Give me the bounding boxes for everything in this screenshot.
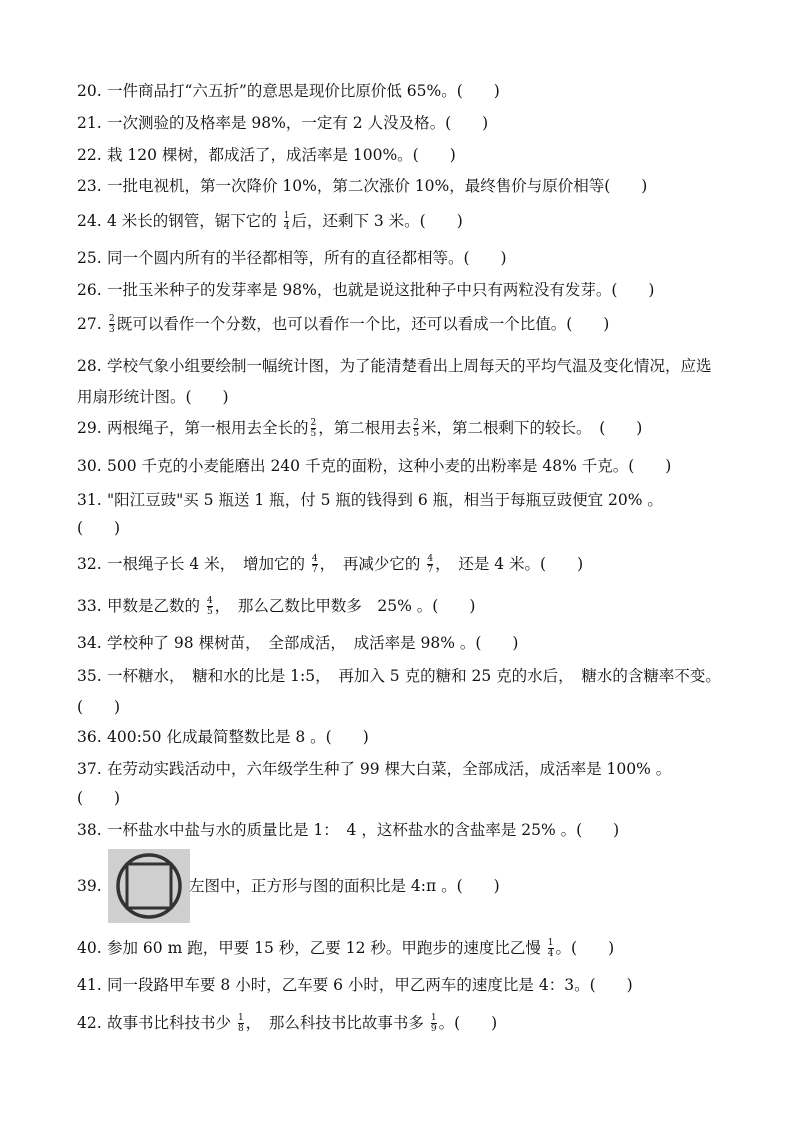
question-27 <box>77 314 724 335</box>
question-21 <box>77 113 724 133</box>
question-text-b: 。( ) <box>555 939 615 957</box>
question-text: 栽 120 棵树，都成活了，成活率是 100%。( ) <box>107 146 456 164</box>
question-number: 36. <box>77 728 102 746</box>
question-32 <box>77 554 724 575</box>
fraction-denominator: 7 <box>311 565 318 575</box>
question-number: 40. <box>77 939 102 957</box>
fraction-numerator: 1 <box>547 938 554 948</box>
question-31-continuation <box>77 518 724 538</box>
question-36 <box>77 727 724 747</box>
question-text-a: 参加 60 m 跑，甲要 15 秒，乙要 12 秒。甲跑步的速度比乙慢 <box>107 939 546 957</box>
question-35 <box>77 661 724 723</box>
question-37 <box>77 759 724 779</box>
question-text-a: 甲数是乙数的 <box>107 597 205 615</box>
fraction-numerator: 1 <box>237 1013 244 1023</box>
fraction-denominator: 5 <box>310 429 317 439</box>
fraction-numerator: 4 <box>311 554 318 564</box>
question-number: 27. <box>77 315 102 333</box>
question-number: 23. <box>77 177 102 195</box>
question-text: 一批玉米种子的发芽率是 98%，也就是说这批种子中只有两粒没有发芽。( ) <box>107 281 655 299</box>
fraction-numerator: 2 <box>310 418 317 428</box>
question-text-b: ，第二根用去 <box>318 419 412 437</box>
answer-bracket: ( ) <box>77 519 121 537</box>
question-number: 30. <box>77 457 102 475</box>
question-text: 学校气象小组要绘制一幅统计图，为了能清楚看出上周每天的平均气温及变化情况，应选用扇形统计图。( ) <box>77 357 712 406</box>
question-42 <box>77 1013 724 1034</box>
fraction-denominator: 3 <box>109 325 115 335</box>
question-text-c: ， 还是 4 米。( ) <box>435 555 584 573</box>
question-text-b: ， 再减少它的 <box>319 555 426 573</box>
question-number: 26. <box>77 281 102 299</box>
question-34 <box>77 633 724 653</box>
question-text: 一批电视机，第一次降价 10%，第二次涨价 10%，最终售价与原价相等( ) <box>107 177 648 195</box>
question-text-b: ， 那么乙数比甲数多 25% 。( ) <box>214 597 476 615</box>
question-29 <box>77 418 724 439</box>
question-text: 一件商品打“六五折”的意思是现价比原价低 65%。( ) <box>107 82 500 100</box>
fraction-numerator: 1 <box>430 1013 437 1023</box>
question-text: 学校种了 98 棵树苗， 全部成活， 成活率是 98% 。( ) <box>107 634 519 652</box>
question-text-a: 4 米长的钢管，锯下它的 <box>107 212 282 230</box>
question-24 <box>77 211 724 232</box>
fraction-denominator: 4 <box>547 949 554 959</box>
fraction <box>311 419 317 439</box>
question-number: 33. <box>77 597 102 615</box>
question-text-line1: "阳江豆豉"买 5 瓶送 1 瓶，付 5 瓶的钱得到 6 瓶，相当于每瓶豆豉便宜 20% 。 <box>107 491 663 509</box>
fraction <box>109 315 115 335</box>
question-text-c: 米，第二根剩下的较长。 ( ) <box>421 419 643 437</box>
question-number: 31. <box>77 491 102 509</box>
fraction-numerator: 4 <box>427 554 434 564</box>
question-39 <box>77 876 724 896</box>
question-41 <box>77 975 724 995</box>
fraction <box>548 939 554 959</box>
question-20 <box>77 81 724 101</box>
question-number: 29. <box>77 419 102 437</box>
question-22 <box>77 145 724 165</box>
question-text-a: 两根绳子，第一根用去全长的 <box>107 419 309 437</box>
fraction <box>238 1014 244 1034</box>
fraction <box>431 1014 437 1034</box>
question-number: 22. <box>77 146 102 164</box>
fraction-denominator: 9 <box>430 1024 437 1034</box>
question-text: 同一个圆内所有的半径都相等，所有的直径都相等。( ) <box>107 249 507 267</box>
fraction <box>427 555 433 575</box>
question-31 <box>77 490 724 510</box>
fraction-numerator: 2 <box>413 418 419 428</box>
question-text-b: 既可以看作一个分数，也可以看作一个比，还可以看成一个比值。( ) <box>116 315 610 333</box>
fraction <box>284 212 290 232</box>
fraction <box>312 555 318 575</box>
question-text-a: 一根绳子长 4 米， 增加它的 <box>107 555 310 573</box>
question-number: 42. <box>77 1014 102 1032</box>
question-number: 21. <box>77 114 102 132</box>
question-23 <box>77 176 724 196</box>
question-38 <box>77 820 724 840</box>
fraction-denominator: 7 <box>427 565 434 575</box>
fraction-denominator: 5 <box>206 607 213 617</box>
fraction-numerator: 2 <box>109 314 115 324</box>
question-text: 一杯糖水， 糖和水的比是 1:5， 再加入 5 克的糖和 25 克的水后， 糖水的含糖率不变。( ) <box>77 667 721 716</box>
question-number: 37. <box>77 760 102 778</box>
fraction <box>207 597 213 617</box>
question-text-a: 故事书比科技书少 <box>107 1014 236 1032</box>
question-number: 38. <box>77 821 102 839</box>
question-30 <box>77 456 724 476</box>
question-text: 同一段路甲车要 8 小时，乙车要 6 小时，甲乙两车的速度比是 4：3。( ) <box>107 976 633 994</box>
question-text: 一杯盐水中盐与水的质量比是 1： 4 ，这杯盐水的含盐率是 25% 。( ) <box>107 821 620 839</box>
question-text-line1: 在劳动实践活动中，六年级学生种了 99 棵大白菜，全部成活，成活率是 100% 。 <box>107 760 672 778</box>
question-37-continuation <box>77 788 724 808</box>
question-text: 400:50 化成最简整数比是 8 。( ) <box>107 728 369 746</box>
fraction-denominator: 8 <box>237 1024 244 1034</box>
question-25 <box>77 248 724 268</box>
fraction-denominator: 5 <box>413 429 419 439</box>
fraction-numerator: 4 <box>206 596 213 606</box>
question-33 <box>77 596 724 617</box>
question-number: 20. <box>77 82 102 100</box>
question-text: 500 千克的小麦能磨出 240 千克的面粉，这种小麦的出粉率是 48% 千克。( ) <box>107 457 672 475</box>
answer-bracket: ( ) <box>77 789 121 807</box>
question-text-c: 。( ) <box>438 1014 498 1032</box>
question-28 <box>77 351 724 413</box>
fraction <box>413 419 419 439</box>
question-text: 左图中，正方形与图的面积比是 4:π 。( ) <box>189 877 500 895</box>
question-number: 39. <box>77 877 102 895</box>
question-number: 35. <box>77 667 102 685</box>
question-number: 41. <box>77 976 102 994</box>
question-text: 一次测验的及格率是 98%，一定有 2 人没及格。( ) <box>107 114 489 132</box>
question-number: 28. <box>77 357 102 375</box>
question-26 <box>77 280 724 300</box>
fraction-numerator: 1 <box>283 211 290 221</box>
question-number: 32. <box>77 555 102 573</box>
question-number: 34. <box>77 634 102 652</box>
question-number: 24. <box>77 212 102 230</box>
question-number: 25. <box>77 249 102 267</box>
fraction-denominator: 4 <box>283 222 290 232</box>
question-text-b: ， 那么科技书比故事书多 <box>245 1014 429 1032</box>
question-40 <box>77 938 724 959</box>
question-text-b: 后，还剩下 3 米。( ) <box>291 212 463 230</box>
